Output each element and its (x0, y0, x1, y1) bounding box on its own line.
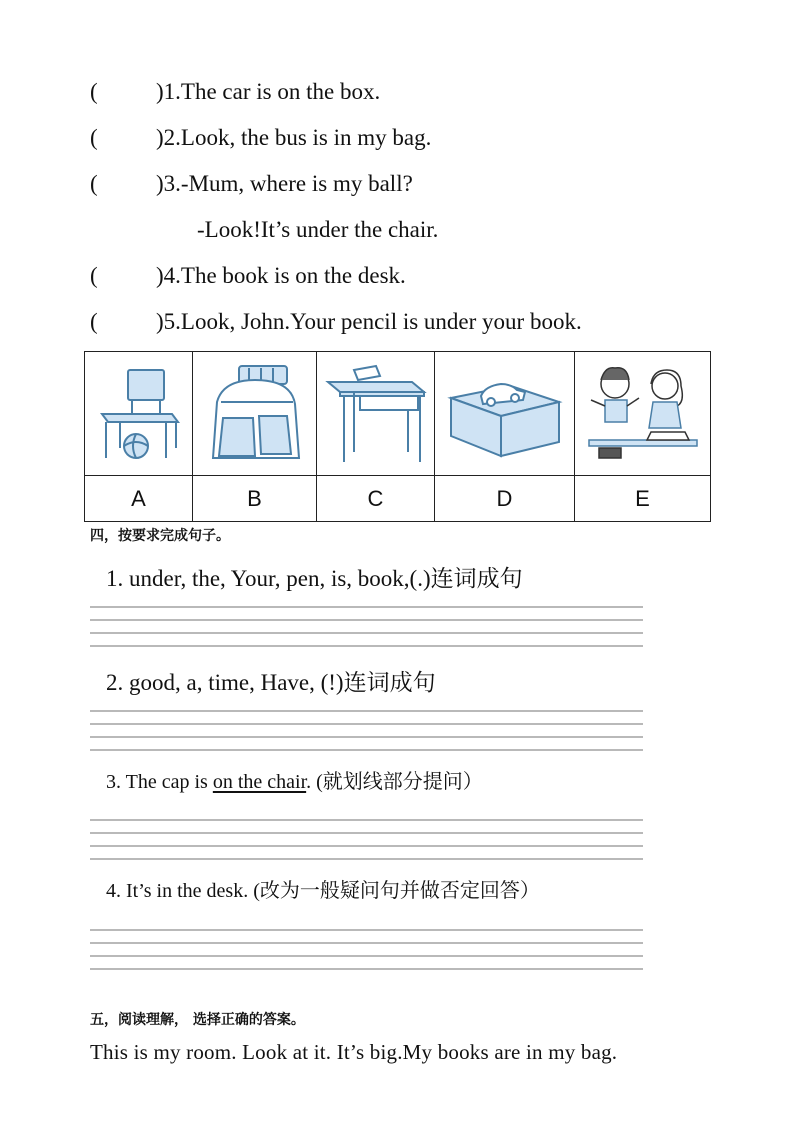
question-text: -Mum, where is my ball? (180, 171, 413, 196)
picture-letter-e: E (575, 476, 711, 522)
task-3-answer-lines[interactable] (90, 819, 643, 871)
answer-blank[interactable]: ( (90, 171, 98, 196)
picture-letter-c: C (317, 476, 435, 522)
answer-blank[interactable]: ( (90, 79, 98, 104)
children-icon (585, 362, 701, 466)
section-5-heading: 五，阅读理解， 选择正确的答案。 (90, 1012, 305, 1028)
question-text: Look, John.Your pencil is under your book. (180, 309, 582, 334)
picture-letter-d: D (435, 476, 575, 522)
question-1: ( )1.The car is on the box. (90, 79, 381, 104)
answer-blank[interactable]: ( (90, 263, 98, 288)
question-text: The book is on the desk. (180, 263, 406, 288)
task-4-answer-lines[interactable] (90, 929, 643, 981)
question-text: The car is on the box. (180, 79, 381, 104)
task-2-prompt: 2. good, a, time, Have, (!)连词成句 (106, 670, 436, 695)
picture-cell-b (193, 352, 317, 476)
question-3-reply: -Look!It’s under the chair. (197, 217, 439, 242)
bag-bus-icon (203, 362, 307, 466)
task-3-prompt: 3. The cap is on the chair. (就划线部分提问） (106, 771, 483, 793)
picture-cell-e (575, 352, 711, 476)
picture-cell-a (85, 352, 193, 476)
task-1-prompt: 1. under, the, Your, pen, is, book,(.)连词成句 (106, 566, 523, 591)
picture-letter-a: A (85, 476, 193, 522)
picture-cell-c (317, 352, 435, 476)
task-2-answer-lines[interactable] (90, 710, 643, 762)
picture-table (84, 351, 711, 522)
reading-passage: This is my room. Look at it. It’s big.My books are in my bag. (90, 1040, 618, 1064)
desk-book-icon (324, 362, 428, 466)
picture-cell-d (435, 352, 575, 476)
chair-ball-icon (94, 364, 184, 464)
task-1-answer-lines[interactable] (90, 606, 643, 658)
question-5: ( )5.Look, John.Your pencil is under your book. (90, 309, 582, 334)
underlined-phrase: on the chair (212, 771, 307, 793)
box-car-icon (445, 364, 565, 464)
question-2: ( )2.Look, the bus is in my bag. (90, 125, 432, 150)
section-4-heading: 四，按要求完成句子。 (90, 528, 230, 544)
question-4: ( )4.The book is on the desk. (90, 263, 406, 288)
picture-letter-b: B (193, 476, 317, 522)
task-4-prompt: 4. It’s in the desk. (改为一般疑问句并做否定回答） (106, 880, 540, 902)
question-3: ( )3.-Mum, where is my ball? (90, 171, 413, 196)
question-text: Look, the bus is in my bag. (180, 125, 432, 150)
answer-blank[interactable]: ( (90, 309, 98, 334)
answer-blank[interactable]: ( (90, 125, 98, 150)
